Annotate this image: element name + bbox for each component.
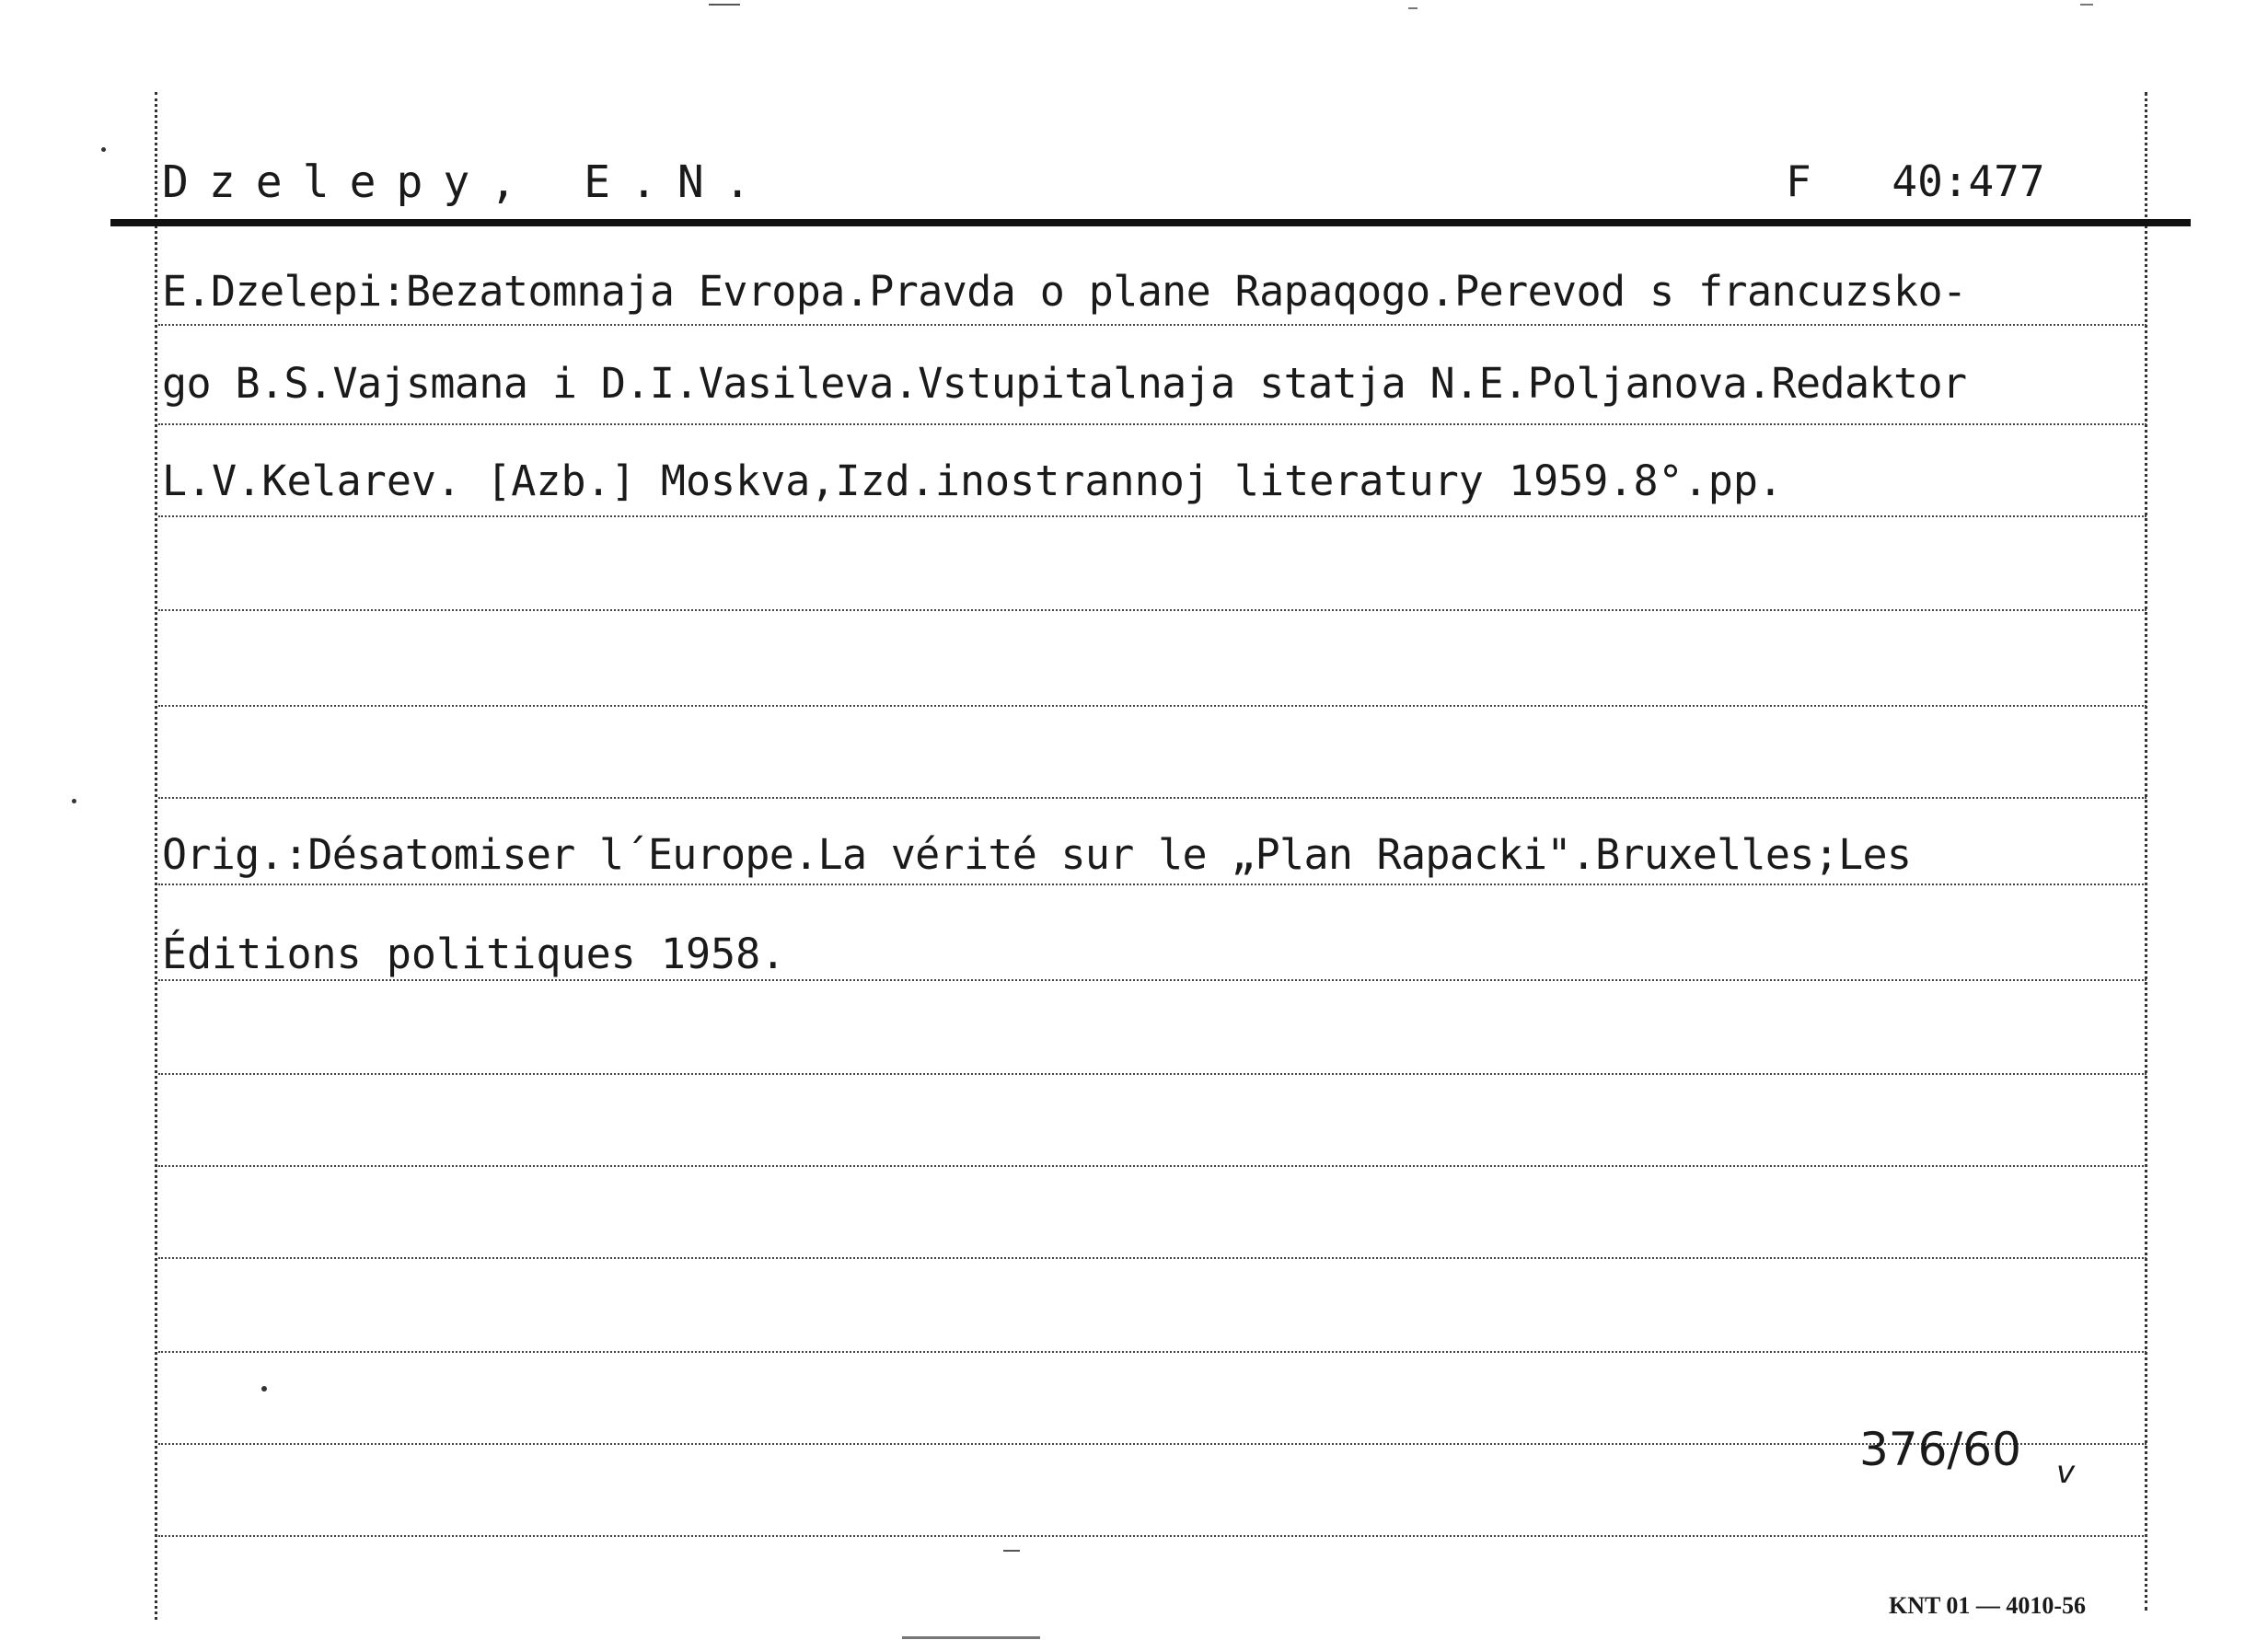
original-title-line-2: Éditions politiques 1958. [162,930,786,978]
ruling-line [158,423,2146,425]
check-mark: v [2056,1454,2076,1491]
scan-dot [101,147,106,152]
ruling-line [158,324,2146,326]
left-margin-line [155,92,157,1620]
ruling-line [158,705,2146,707]
scan-dash [902,1636,1040,1639]
scan-dash [1003,1550,1020,1552]
ruling-line [158,1351,2146,1353]
ruling-line [158,1257,2146,1259]
ruling-line [158,515,2146,517]
footer-code: KNT 01 — 4010-56 [1889,1592,2087,1619]
scan-dot [72,799,76,803]
ruling-line [158,1535,2146,1537]
ruling-line [158,884,2146,885]
scan-dash [1408,7,1418,9]
scan-dot [261,1386,267,1392]
ruling-line [158,1073,2146,1075]
ruling-line [158,609,2146,611]
author-heading: Dzelepy, E.N. [162,156,771,208]
ruling-line [158,1165,2146,1167]
handwritten-number: 376/60 [1859,1423,2021,1476]
scan-dash [709,4,740,6]
ruling-line [158,1443,2146,1445]
entry-line-2: go B.S.Vajsmana i D.I.Vasileva.Vstupitalnaja statja N.E.Poljanova.Redaktor [162,359,1967,408]
ruling-line [158,979,2146,981]
ruling-line [158,797,2146,799]
scan-dash [2080,4,2093,6]
entry-line-3: L.V.Kelarev. [Azb.] Moskva,Izd.inostrannoj literatury 1959.8°.pp. [162,456,1783,505]
header-rule [110,219,2191,226]
right-margin-line [2145,92,2147,1611]
call-number: F 40:477 [1786,156,2045,206]
entry-line-1: E.Dzelepi:Bezatomnaja Evropa.Pravda o plane Rapaqogo.Perevod s francuzsko- [162,267,1967,316]
original-title-line-1: Orig.:Désatomiser l´Europe.La vérité sur le „Plan Rapacki".Bruxelles;Les [162,830,1912,879]
